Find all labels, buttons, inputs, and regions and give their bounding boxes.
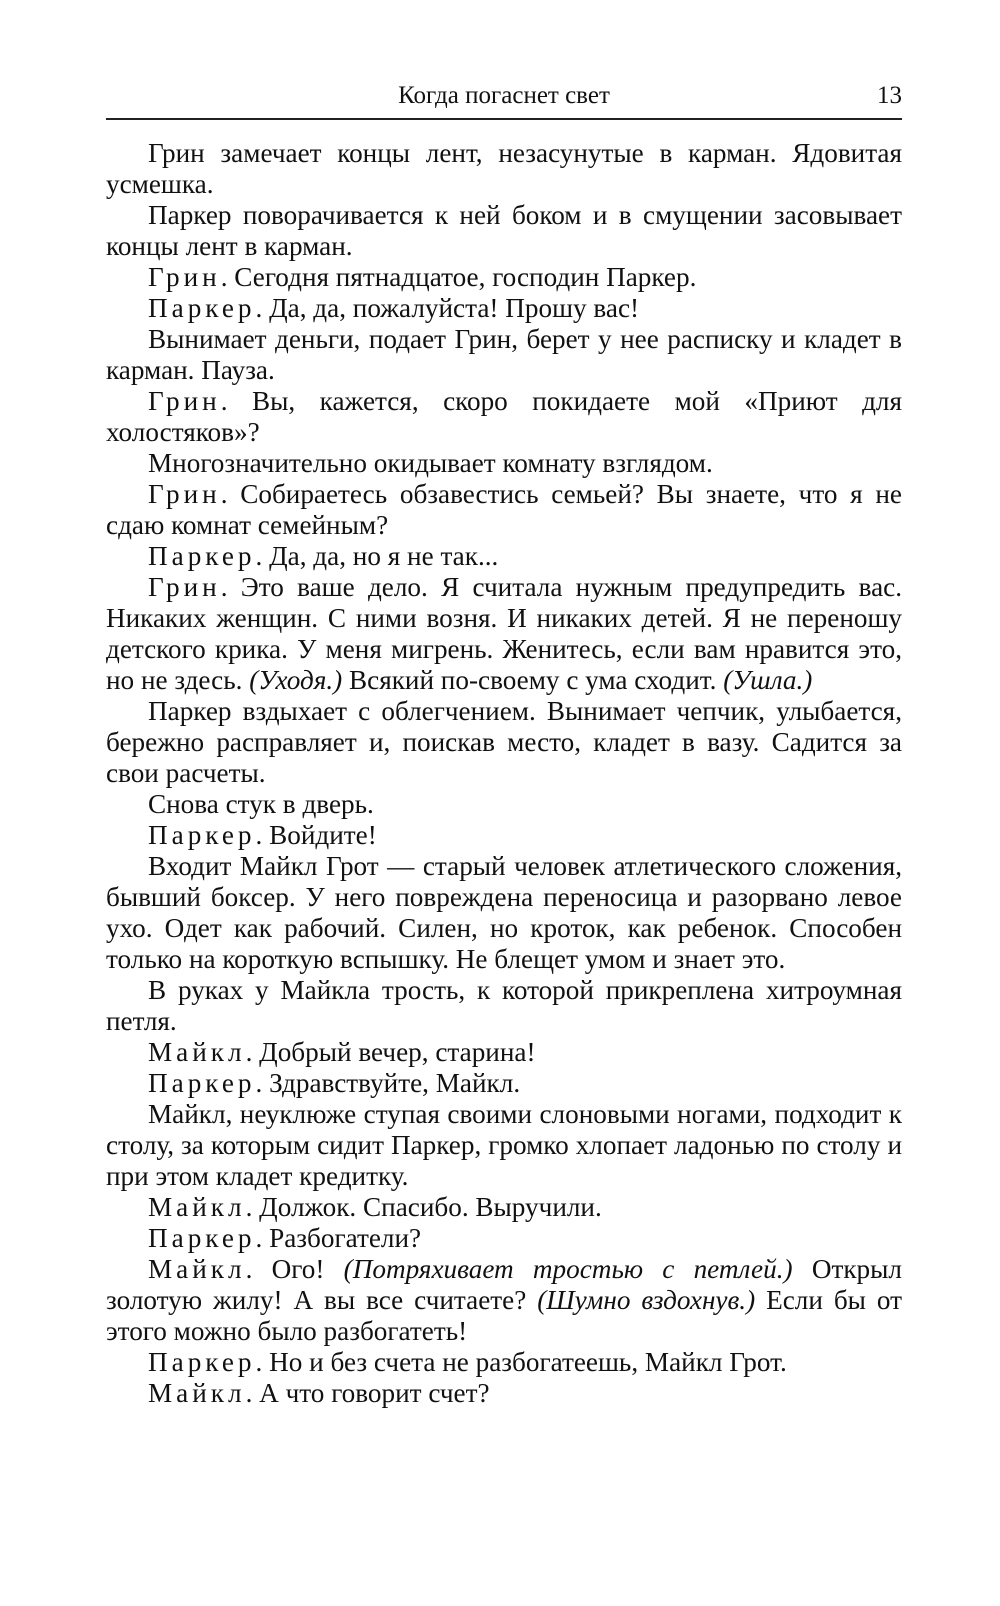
speaker-name: Майкл — [148, 1378, 246, 1408]
text-run: Входит Майкл Грот — старый человек атлетического сложения, бывший боксер. У него повреждена переносица и разорвано левое ухо. Одет как рабочий. Силен, но кроток, как ребенок. Способен только на короткую вспышку. Не блещет умом и знает это. — [106, 851, 902, 974]
speaker-name: Паркер — [148, 293, 256, 323]
text-run: . Да, да, пожалуйста! Прошу вас! — [255, 293, 640, 323]
stage-direction: (Шумно вздохнув.) — [537, 1285, 756, 1315]
paragraph — [106, 386, 902, 448]
text-run: В руках у Майкла трость, к которой прикреплена хитроумная петля. — [106, 975, 902, 1036]
text-run: . Разбогатели? — [255, 1223, 422, 1253]
text-run: . Добрый вечер, старина! — [245, 1037, 536, 1067]
text-run: . Но и без счета не разбогатеешь, Майкл Грот. — [255, 1347, 787, 1377]
text-run: . Да, да, но я не так... — [255, 541, 499, 571]
text-run: . Собираетесь обзавестись семьей? Вы знаете, что я не сдаю комнат семейным? — [106, 479, 902, 540]
text-run: . А что говорит счет? — [245, 1378, 490, 1408]
paragraph — [106, 1037, 902, 1068]
text-run: Если бы от этого можно было разбогатеть! — [106, 1285, 902, 1346]
text-run: Вынимает деньги, подает Грин, берет у нее расписку и кладет в карман. Пауза. — [106, 324, 902, 385]
text-run: Снова стук в дверь. — [148, 789, 374, 819]
paragraph — [106, 1347, 902, 1378]
stage-direction: (Потряхивает тростью с петлей.) — [343, 1254, 793, 1284]
paragraph — [106, 293, 902, 324]
text-run: Открыл золотую жилу! А вы все считаете? — [106, 1254, 902, 1315]
paragraph — [106, 138, 902, 200]
text-run: Всякий по-своему с ума сходит. — [342, 665, 724, 695]
speaker-name: Грин — [148, 572, 221, 602]
paragraph — [106, 820, 902, 851]
running-header — [106, 78, 902, 120]
paragraph — [106, 1068, 902, 1099]
text-run: . Должок. Спасибо. Выручили. — [245, 1192, 602, 1222]
paragraph — [106, 541, 902, 572]
speaker-name: Паркер — [148, 541, 256, 571]
speaker-name: Грин — [148, 479, 221, 509]
paragraph — [106, 479, 902, 541]
paragraph — [106, 1192, 902, 1223]
paragraph — [106, 789, 902, 820]
speaker-name: Паркер — [148, 820, 256, 850]
speaker-name: Майкл — [148, 1254, 246, 1284]
text-run: . Вы, кажется, скоро покидаете мой «Приют для холостяков»? — [106, 386, 902, 447]
text-run: Паркер вздыхает с облегчением. Вынимает чепчик, улыбается, бережно расправляет и, поискав место, кладет в вазу. Садится за свои расчеты. — [106, 696, 902, 788]
paragraph — [106, 696, 902, 789]
speaker-name: Паркер — [148, 1347, 256, 1377]
speaker-name: Грин — [148, 262, 221, 292]
running-title: Когда погаснет свет — [398, 82, 610, 109]
text-run: . Здравствуйте, Майкл. — [255, 1068, 521, 1098]
text-run: Майкл, неуклюже ступая своими слоновыми ногами, подходит к столу, за которым сидит Паркер, громко хлопает ладонью по столу и при этом кладет кредитку. — [106, 1099, 902, 1191]
text-run: . Войдите! — [255, 820, 377, 850]
paragraph — [106, 1223, 902, 1254]
stage-direction: (Ушла.) — [723, 665, 813, 695]
text-run: Грин замечает концы лент, незасунутые в карман. Ядовитая усмешка. — [106, 138, 902, 199]
speaker-name: Паркер — [148, 1068, 256, 1098]
speaker-name: Майкл — [148, 1192, 246, 1222]
stage-direction: (Уходя.) — [249, 665, 343, 695]
paragraph — [106, 324, 902, 386]
paragraph — [106, 975, 902, 1037]
paragraph — [106, 262, 902, 293]
paragraph — [106, 572, 902, 696]
page-number: 13 — [877, 82, 902, 109]
text-run: . Ого! — [245, 1254, 344, 1284]
speaker-name: Грин — [148, 386, 221, 416]
paragraph — [106, 1378, 902, 1409]
text-run: Паркер поворачивается к ней боком и в смущении засовывает концы лент в карман. — [106, 200, 902, 261]
paragraph — [106, 1099, 902, 1192]
paragraph — [106, 200, 902, 262]
text-run: Многозначительно окидывает комнату взглядом. — [148, 448, 713, 478]
speaker-name: Паркер — [148, 1223, 256, 1253]
text-run: . Сегодня пятнадцатое, господин Паркер. — [220, 262, 697, 292]
paragraph — [106, 1254, 902, 1347]
page-body-text — [106, 138, 902, 1409]
paragraph — [106, 851, 902, 975]
text-run: . Это ваше дело. Я считала нужным предупредить вас. Никаких женщин. С ними возня. И никаких детей. Я не переношу детского крика. У меня мигрень. Женитесь, если вам нравится это, но не здесь. — [106, 572, 902, 695]
paragraph — [106, 448, 902, 479]
speaker-name: Майкл — [148, 1037, 246, 1067]
